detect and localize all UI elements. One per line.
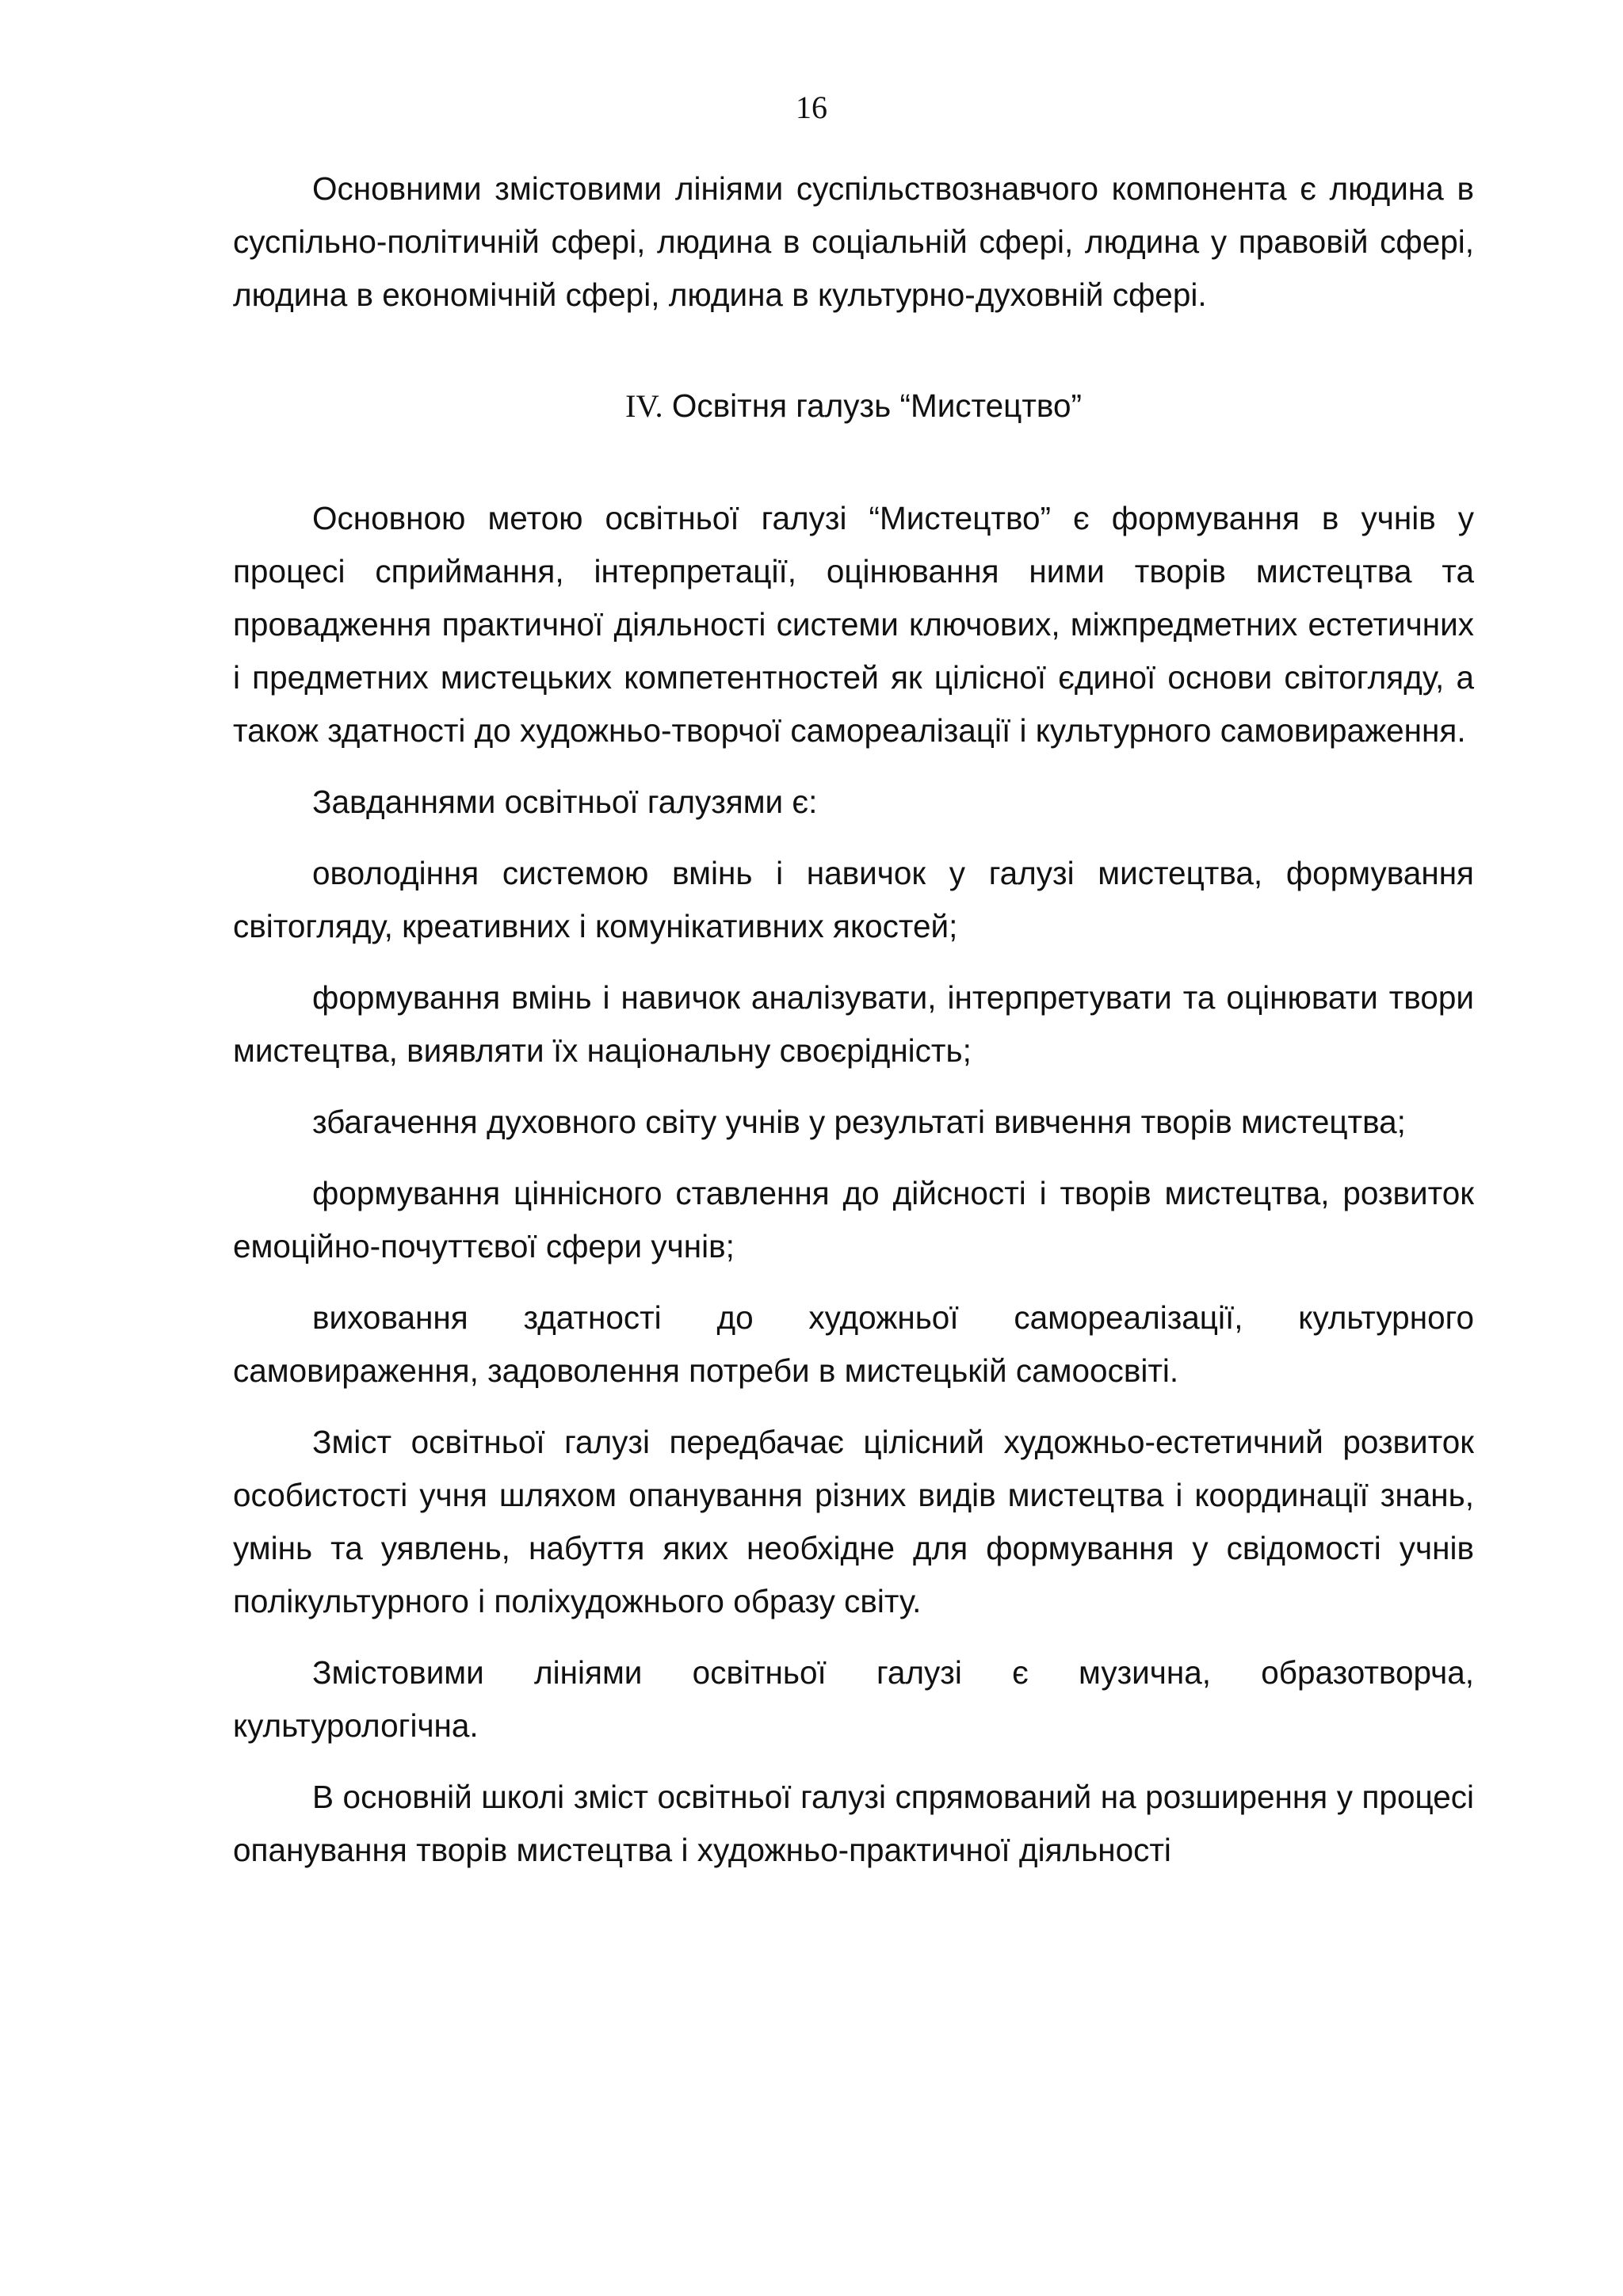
page-number: 16 xyxy=(796,90,827,125)
section-number: IV. xyxy=(624,388,663,424)
paragraph-task-5: виховання здатності до художньої самореалізації, культурного самовираження, задоволення потреби в мистецькій самоосвіті. xyxy=(233,1299,1474,1389)
section-heading xyxy=(233,382,1474,430)
paragraph-basic-school: В основній школі зміст освітньої галузі спрямований на розширення у процесі опанування творів мистецтва і художньо-практичної діяльності xyxy=(233,1779,1474,1868)
paragraph-task-1: оволодіння системою вмінь і навичок у галузі мистецтва, формування світогляду, креативних і комунікативних якостей; xyxy=(233,855,1474,944)
paragraph-intro: Основними змістовими лініями суспільствознавчого компонента є людина в суспільно-політичній сфері, людина в соціальній сфері, людина у правовій сфері, людина в економічній сфері, людина в культурно-духовній сфері. xyxy=(233,170,1474,313)
paragraph-goal: Основною метою освітньої галузі “Мистецтво” є формування в учнів у процесі сприймання, інтерпретації, оцінювання ними творів мистецтва та провадження практичної діяльності системи ключових, міжпредметних естетичних і предметних мистецьких компетентностей як цілісної єдиної основи світогляду, а також здатності до художньо-творчої самореалізації і культурного самовираження. xyxy=(233,500,1474,749)
paragraph-task-3: збагачення духовного світу учнів у результаті вивчення творів мистецтва; xyxy=(312,1104,1406,1140)
paragraph-tasks-intro: Завданнями освітньої галузями є: xyxy=(312,784,818,820)
paragraph-task-4: формування ціннісного ставлення до дійсності і творів мистецтва, розвиток емоційно-почуттєвої сфери учнів; xyxy=(233,1175,1474,1264)
paragraph-content-lines: Змістовими лініями освітньої галузі є музична, образотворча, культурологічна. xyxy=(233,1654,1474,1744)
section-title: Освітня галузь “Мистецтво” xyxy=(671,387,1082,424)
paragraph-content: Зміст освітньої галузі передбачає цілісний художньо-естетичний розвиток особистості учня шляхом опанування різних видів мистецтва і координації знань, умінь та уявлень, набуття яких необхідне для формування у свідомості учнів полікультурного і поліхудожнього образу світу. xyxy=(233,1424,1474,1619)
page-content xyxy=(233,162,1474,1877)
paragraph-task-2: формування вмінь і навичок аналізувати, інтерпретувати та оцінювати твори мистецтва, виявляти їх національну своєрідність; xyxy=(233,979,1474,1069)
